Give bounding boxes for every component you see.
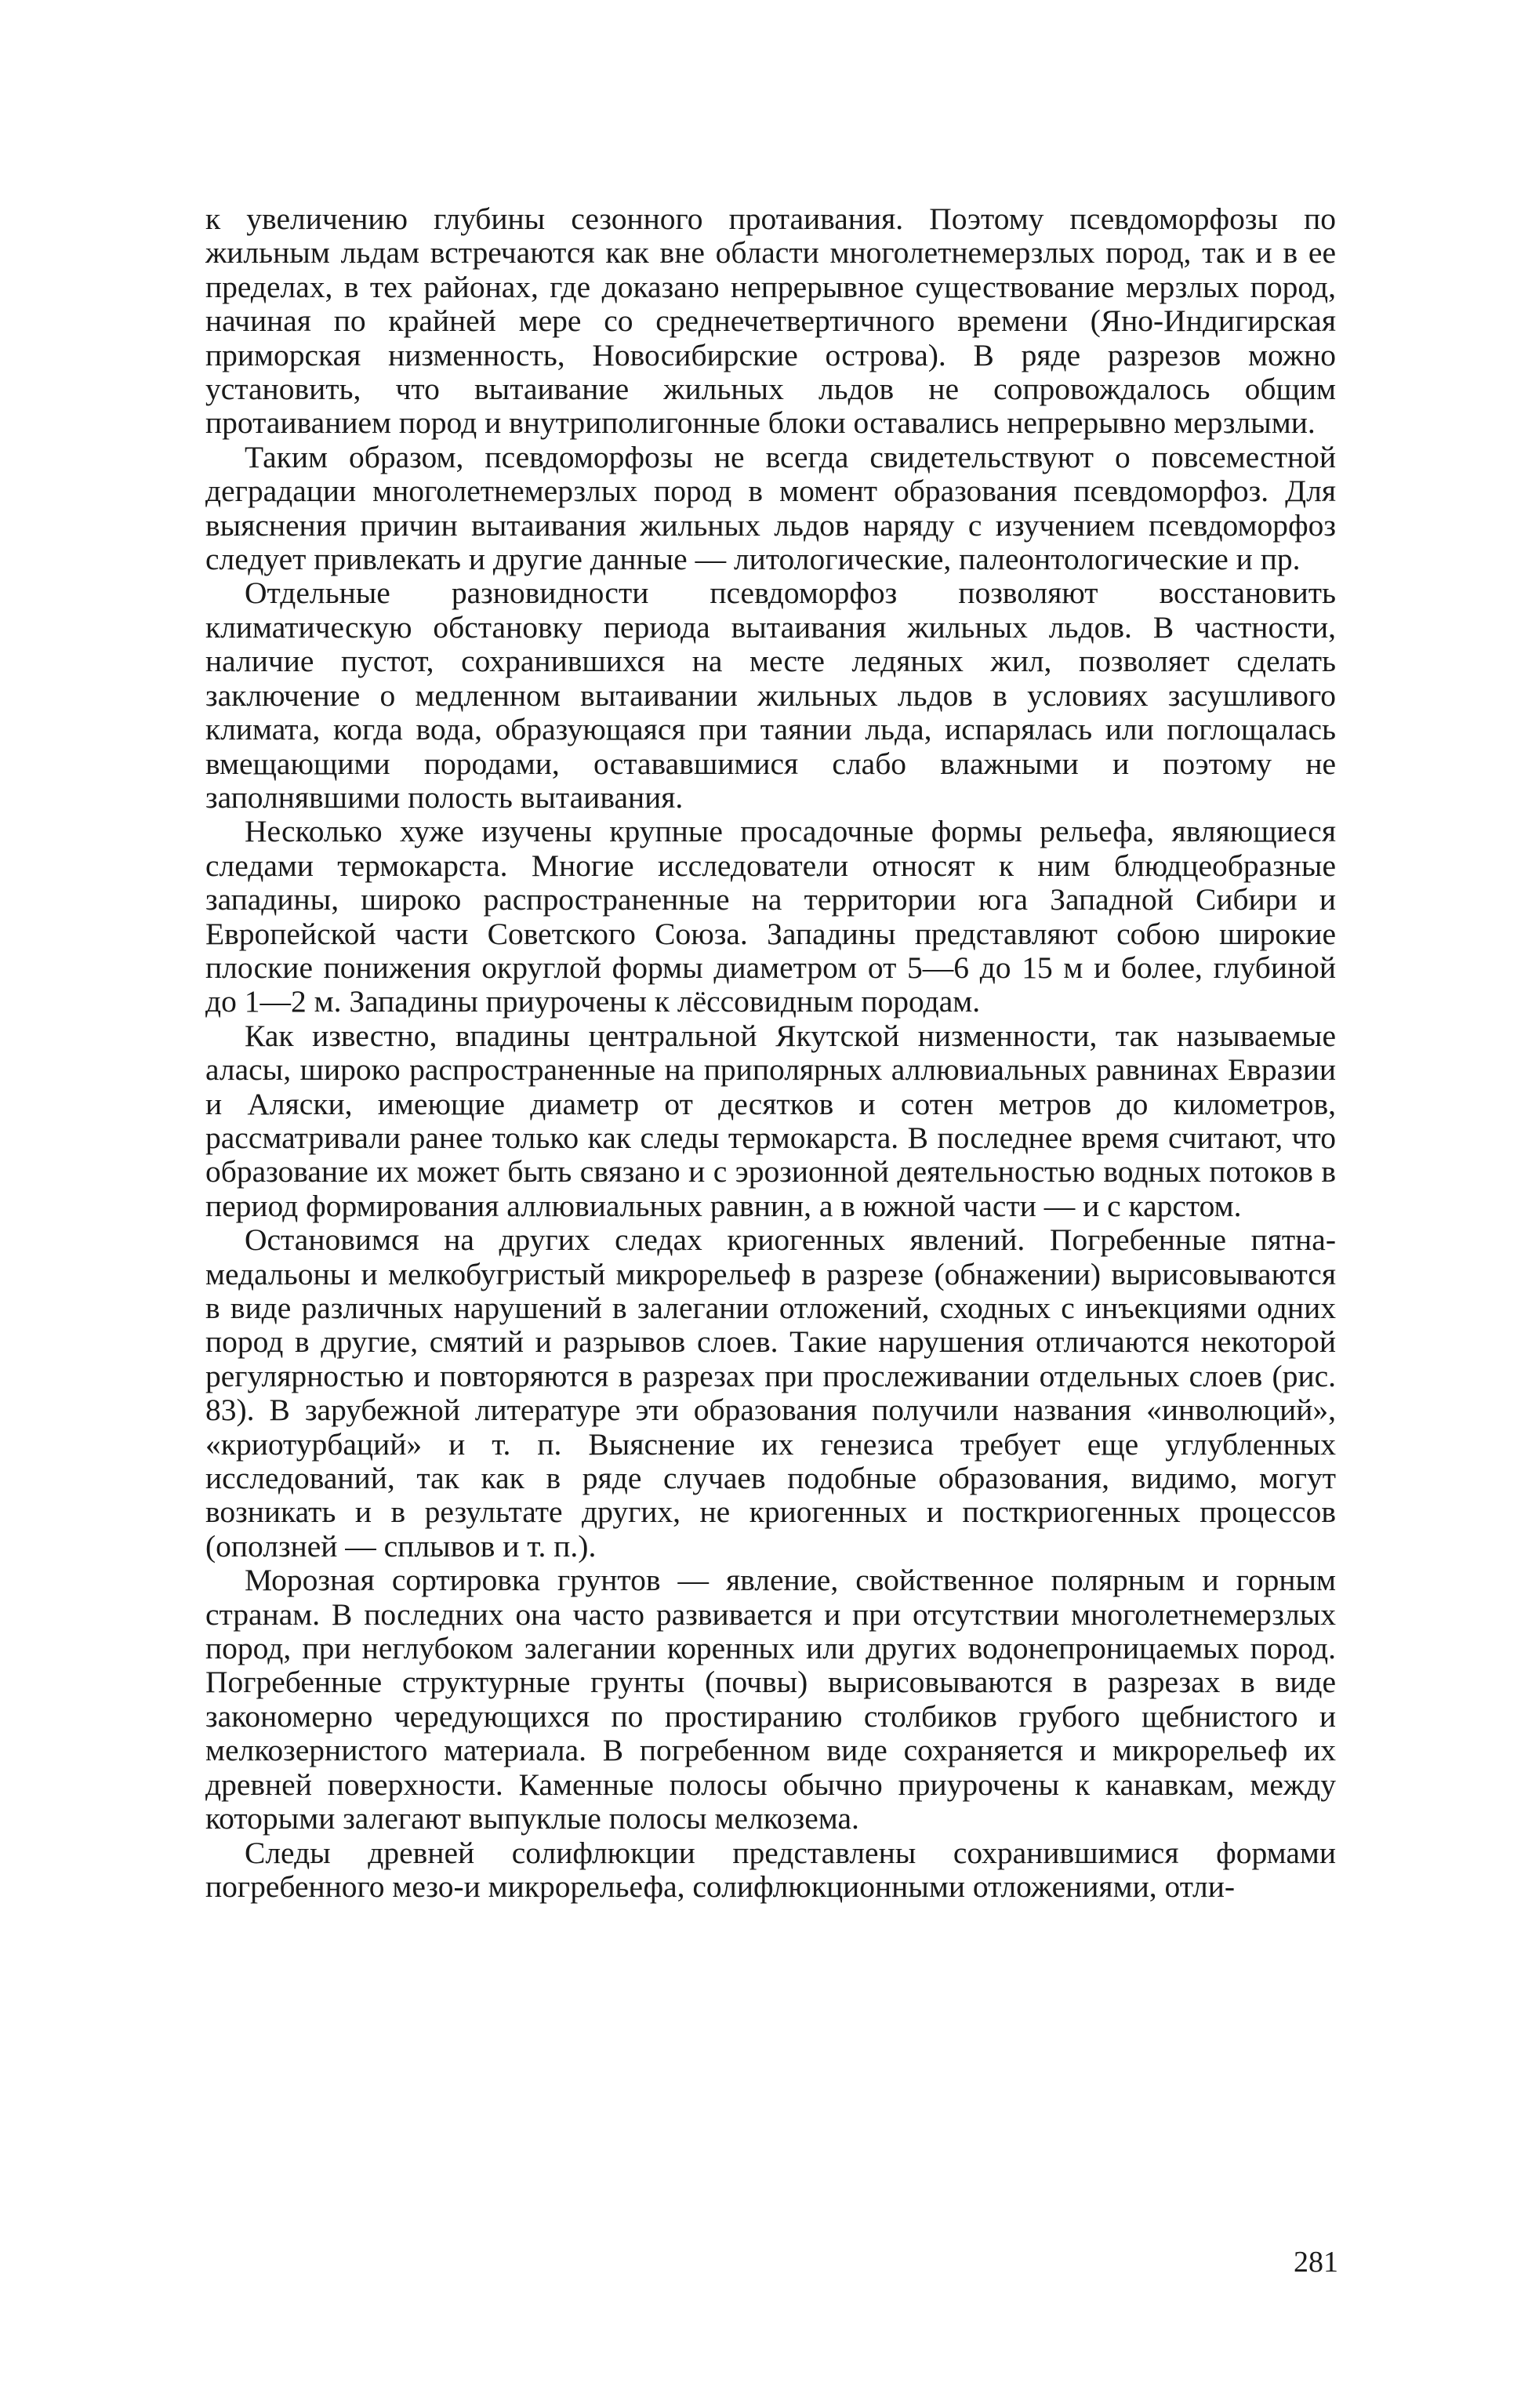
paragraph-1: к увеличению глубины сезонного протаивания. Поэтому псевдоморфозы по жильным льдам встречаются как вне области многолетнемерзлых пород, так и в ее пределах, в тех районах, где доказано непрерывное существование мерзлых пород, начиная по крайней мере со среднечетвертичного времени (Яно-Индигирская приморская низменность, Новосибирские острова). В ряде разрезов можно установить, что вытаивание жильных льдов не сопровождалось общим протаиванием пород и внутриполигонные блоки оставались непрерывно мерзлыми. [205, 202, 1336, 441]
paragraph-5: Как известно, впадины центральной Якутской низменности, так называемые аласы, широко распространенные на приполярных аллювиальных равнинах Евразии и Аляски, имеющие диаметр от десятков и сотен метров до километров, рассматривали ранее только как следы термокарста. В последнее время считают, что образование их может быть связано и с эрозионной деятельностью водных потоков в период формирования аллювиальных равнин, а в южной части — и с карстом. [205, 1018, 1336, 1223]
paragraph-2: Таким образом, псевдоморфозы не всегда свидетельствуют о повсеместной деградации многолетнемерзлых пород в момент образования псевдоморфоз. Для выяснения причин вытаивания жильных льдов наряду с изучением псевдоморфоз следует привлекать и другие данные — литологические, палеонтологические и пр. [205, 439, 1336, 577]
paragraph-7: Морозная сортировка грунтов — явление, свойственное полярным и горным странам. В последних она часто развивается и при отсутствии многолетнемерзлых пород, при неглубоком залегании коренных или других водонепроницаемых пород. Погребенные структурные грунты (почвы) вырисовываются в разрезах в виде закономерно чередующихся по простиранию столбиков грубого щебнистого и мелкозернистого материала. В погребенном виде сохраняется и микрорельеф их древней поверхности. Каменные полосы обычно приурочены к канавкам, между которыми залегают выпуклые полосы мелкозема. [205, 1563, 1336, 1836]
paragraph-4: Несколько хуже изучены крупные просадочные формы рельефа, являющиеся следами термокарста. Многие исследователи относят к ним блюдцеобразные западины, широко распространенные на территории юга Западной Сибири и Европейской части Советского Союза. Западины представляют собою широкие плоские понижения округлой формы диаметром от 5—6 до 15 м и более, глубиной до 1—2 м. Западины приурочены к лёссовидным породам. [205, 814, 1336, 1019]
page-number: 281 [1294, 2246, 1338, 2279]
paragraph-8: Следы древней солифлюкции представлены сохранившимися формами погребенного мезо-и микрорельефа, солифлюкционными отложениями, отли- [205, 1835, 1336, 1904]
paragraph-3: Отдельные разновидности псевдоморфоз позволяют восстановить климатическую обстановку периода вытаивания жильных льдов. В частности, наличие пустот, сохранившихся на месте ледяных жил, позволяет сделать заключение о медленном вытаивании жильных льдов в условиях засушливого климата, когда вода, образующаяся при таянии льда, испарялась или поглощалась вмещающими породами, остававшимися слабо влажными и поэтому не заполнявшими полость вытаивания. [205, 576, 1336, 815]
paragraph-6: Остановимся на других следах криогенных явлений. Погребенные пятна-медальоны и мелкобугристый микрорельеф в разрезе (обнажении) вырисовываются в виде различных нарушений в залегании отложений, сходных с инъекциями одних пород в другие, смятий и разрывов слоев. Такие нарушения отличаются некоторой регулярностью и повторяются в разрезах при прослеживании отдельных слоев (рис. 83). В зарубежной литературе эти образования получили названия «инволюций», «криотурбаций» и т. п. Выяснение их генезиса требует еще углубленных исследований, так как в ряде случаев подобные образования, видимо, могут возникать и в результате других, не криогенных и посткриогенных процессов (оползней — сплывов и т. п.). [205, 1222, 1336, 1564]
page-body [205, 202, 1336, 1904]
